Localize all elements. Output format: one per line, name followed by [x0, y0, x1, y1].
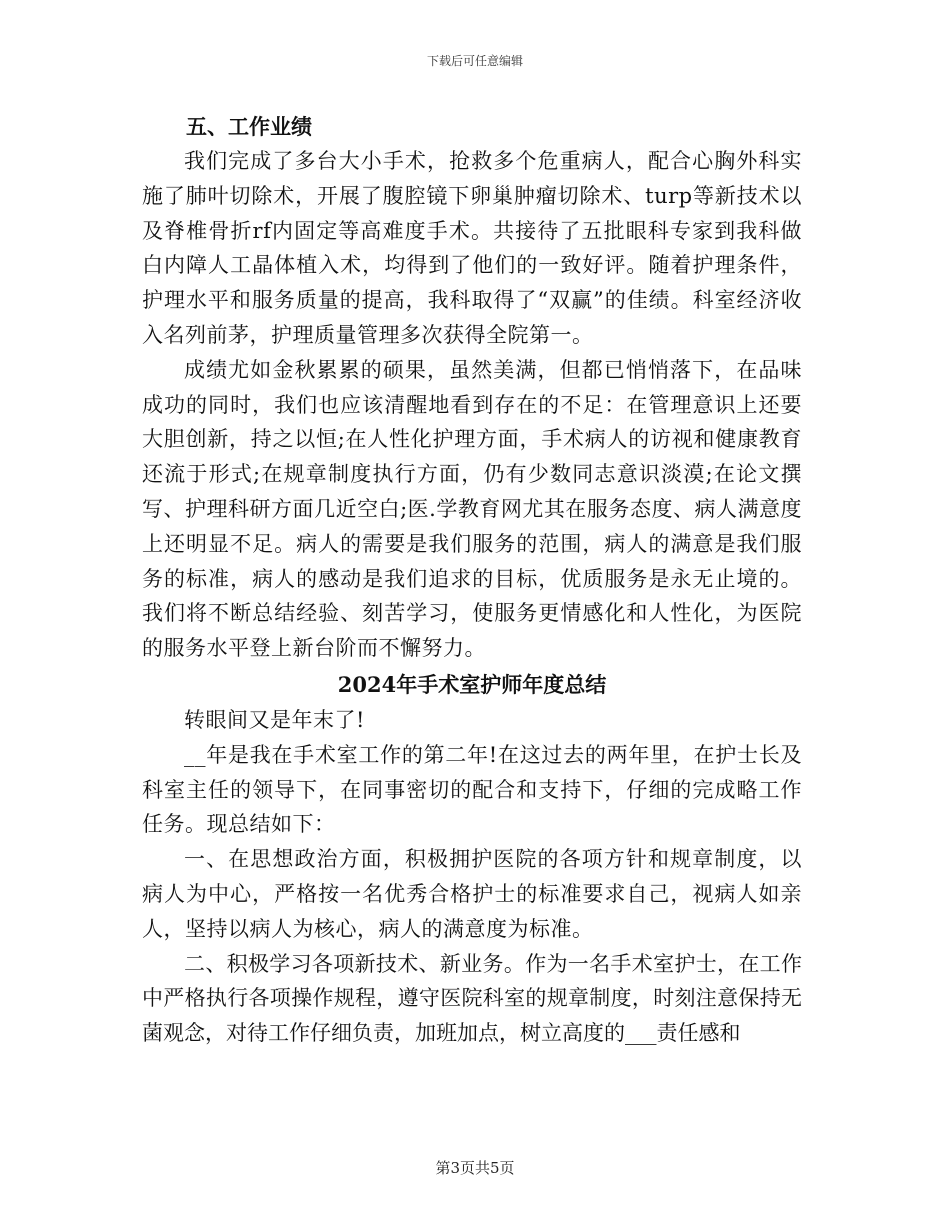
paragraph-political: 一、在思想政治方面，积极拥护医院的各项方针和规章制度，以病人为中心，严格按一名优秀合格护士的标准要求自己，视病人如亲人，坚持以病人为核心，病人的满意度为标准。 [142, 847, 802, 941]
page-footer: 第3页共5页 [435, 1159, 515, 1177]
paragraph-overview: __年是我在手术室工作的第二年!在这过去的两年里，在护士长及科室主任的领导下，在同事密切的配合和支持下，仔细的完成略工作任务。现总结如下： [142, 742, 802, 837]
section-title: 五、工作业绩 [186, 114, 312, 139]
paragraph-intro: 转眼间又是年末了! [184, 707, 365, 732]
summary-title: 2024年手术室护师年度总结 [337, 671, 607, 697]
document-body [142, 109, 802, 1051]
paragraph-technology: 二、积极学习各项新技术、新业务。作为一名手术室护士，在工作中严格执行各项操作规程，遵守医院科室的规章制度，时刻注意保持无菌观念，对待工作仔细负责，加班加点，树立高度的___责任感和 [142, 951, 802, 1046]
paragraph-achievements: 我们完成了多台大小手术，抢救多个危重病人，配合心胸外科实施了肺叶切除术，开展了腹腔镜下卵巢肿瘤切除术、turp等新技术以及脊椎骨折rf内固定等高难度手术。共接待了五批眼科专家到我科做白内障人工晶体植入术，均得到了他们的一致好评。随着护理条件，护理水平和服务质量的提高，我科取得了“双赢”的佳绩。科室经济收入名列前茅，护理质量管理多次获得全院第一。 [142, 149, 802, 347]
page-header: 下载后可任意编辑 [426, 54, 523, 68]
paragraph-shortcomings: 成绩尤如金秋累累的硕果，虽然美满，但都已悄悄落下，在品味成功的同时，我们也应该清醒地看到存在的不足：在管理意识上还要大胆创新，持之以恒;在人性化护理方面，手术病人的访视和健康教育还流于形式;在规章制度执行方面，仍有少数同志意识淡漠;在论文撰写、护理科研方面几近空白;医.学教育网尤其在服务态度、病人满意度上还明显不足。病人的需要是我们服务的范围，病人的满意是我们服务的标准，病人的感动是我们追求的目标，优质服务是永无止境的。我们将不断总结经验、刻苦学习，使服务更情感化和人性化，为医院的服务水平登上新台阶而不懈努力。 [142, 357, 802, 661]
